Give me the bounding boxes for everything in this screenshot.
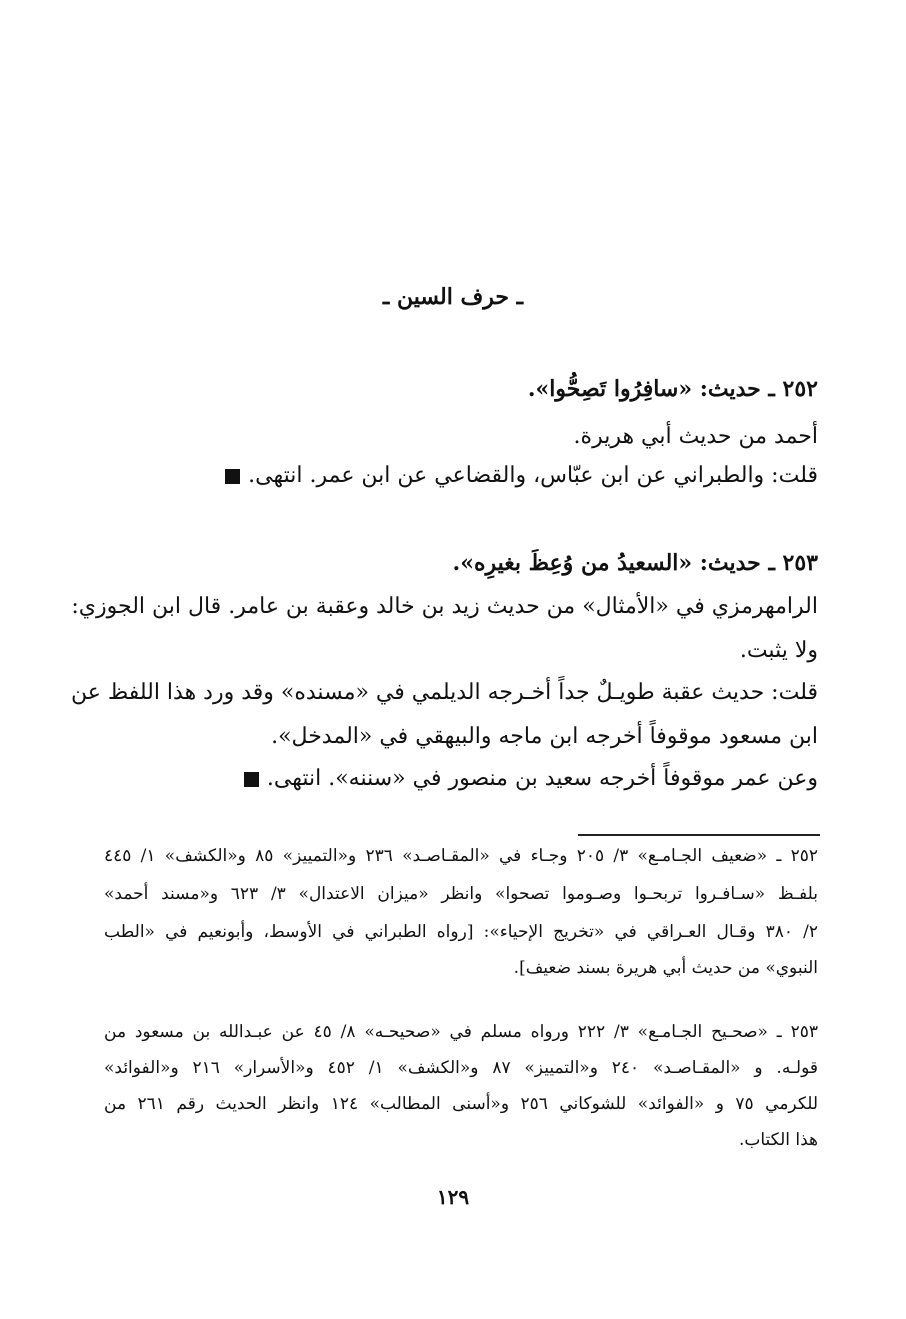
hadith-253-title: ٢٥٣ ـ حديث: «السعيدُ من وُعِظَ بغيرِه». [452,550,818,576]
section-title: ـ حرف السين ـ [382,284,524,310]
footnote-253-line-2: قولـه. و «المقـاصـد» ٢٤٠ و«التمييز» ٨٧ و«الكشف» ١/ ٤٥٢ و«الأسرار» ٢١٦ و«الفوائد» [104,1058,819,1078]
end-square-icon [244,772,259,787]
hadith-253-line-5 [244,766,818,791]
hadith-253-line-3: قلت: حديث عقبة طويـلٌ جداً أخـرجه الديلمي في «مسنده» وقد ورد هذا اللفظ عن [70,680,818,705]
hadith-253-line-2: ولا يثبت. [739,638,818,663]
hadith-253-line-5-text: وعن عمر موقوفاً أخرجه سعيد بن منصور في «سننه». انتهى. [266,766,818,791]
hadith-252-title: ٢٥٢ ـ حديث: «سافِرُوا تَصِحُّوا». [527,376,818,402]
hadith-252-line-1: أحمد من حديث أبي هريرة. [573,424,818,449]
footnote-253-line-4: هذا الكتاب. [738,1130,818,1150]
footnote-253-line-1: ٢٥٣ ـ «صحـيح الجـامـع» ٣/ ٢٢٢ ورواه مسلم في «صحيحـه» ٨/ ٤٥ عن عبـدالله بن مسعود من [104,1022,818,1042]
hadith-253-line-1: الرامهرمزي في «الأمثال» من حديث زيد بن خالد وعقبة بن عامر. قال ابن الجوزي: [71,594,818,619]
end-square-icon [225,469,240,484]
footnote-252-line-4: النبوي» من حديث أبي هريرة بسند ضعيف]. [513,958,818,978]
footnote-252-line-1: ٢٥٢ ـ «ضعيف الجـامـع» ٣/ ٢٠٥ وجـاء في «المقـاصـد» ٢٣٦ و«التمييز» ٨٥ و«الكشف» ١/ ٤٤٥ [104,846,819,866]
hadith-253-line-4: ابن مسعود موقوفاً أخرجه ابن ماجه والبيهقي في «المدخل». [271,724,818,749]
hadith-252-line-2 [225,463,818,488]
footnote-252-line-2: بلفـظ «سـافـروا تربحـوا وصـوموا تصحوا» وانظر «ميزان الاعتدال» ٣/ ٦٢٣ و«مسند أحمد» [104,884,818,904]
footnote-252-line-3: ٢/ ٣٨٠ وقـال العـراقي في «تخريج الإحياء»: [رواه الطبراني في الأوسط، وأبونعيم في «الطب [104,922,818,942]
footnote-separator [578,834,820,836]
hadith-252-line-2-text: قلت: والطبراني عن ابن عبّاس، والقضاعي عن ابن عمر. انتهى. [248,463,818,488]
page-number: ١٢٩ [436,1185,470,1209]
footnote-253-line-3: للكرمي ٧٥ و «الفوائد» للشوكاني ٢٥٦ و«أسنى المطالب» ١٢٤ وانظر الحديث رقم ٢٦١ من [104,1094,819,1114]
